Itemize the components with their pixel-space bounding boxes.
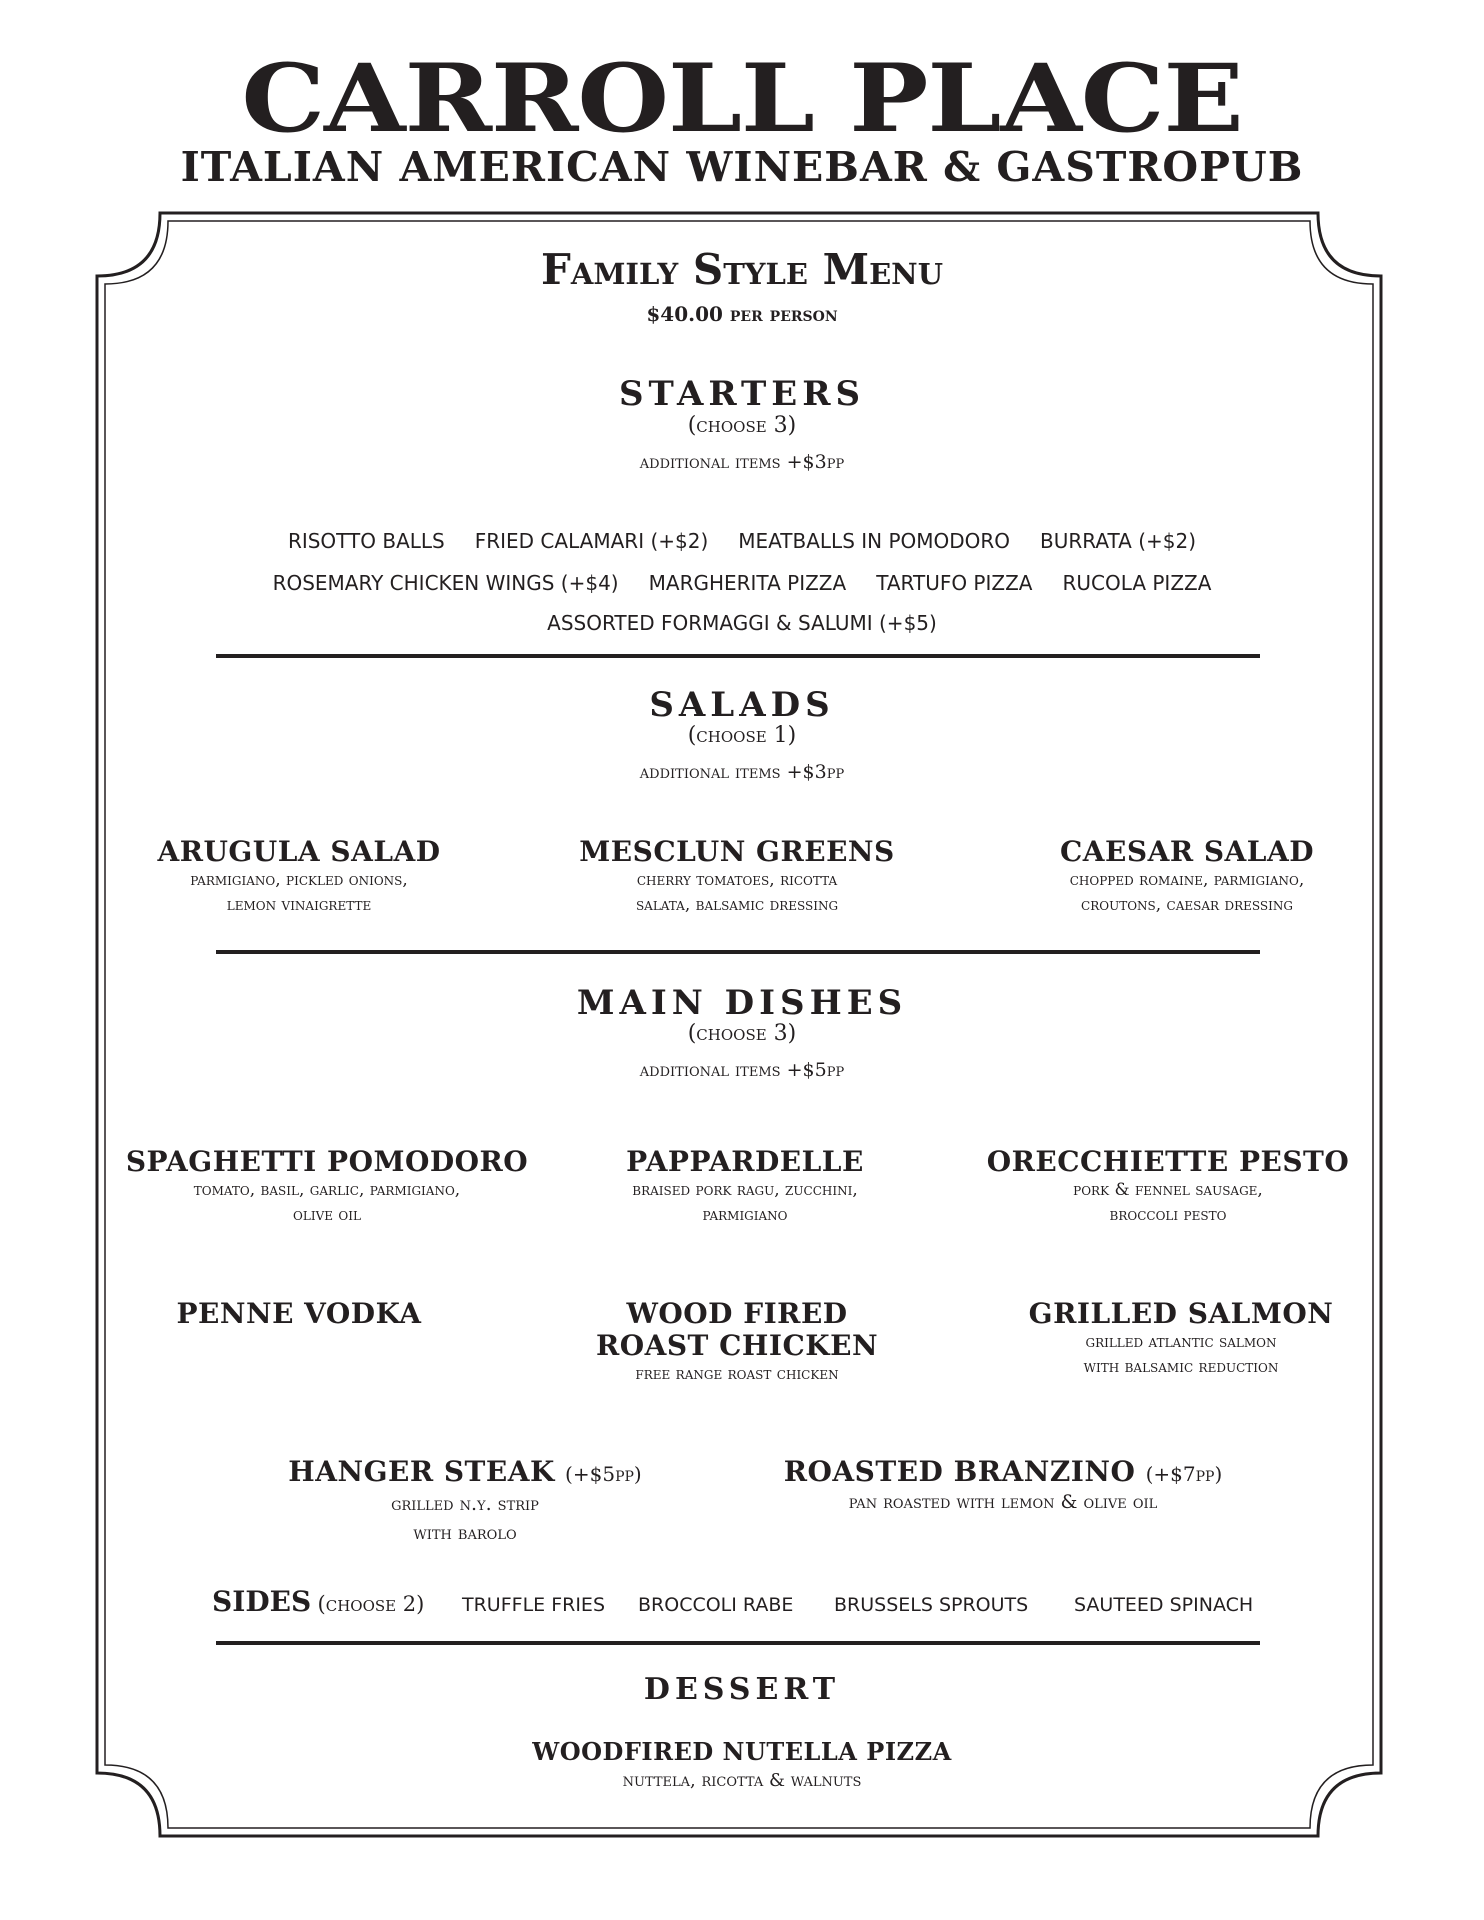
starters-row-2	[0, 573, 1484, 593]
starter-item: BURRATA (+$2)	[1040, 529, 1197, 553]
starter-item: FRIED CALAMARI (+$2)	[474, 529, 709, 553]
starters-choose: (choose 3)	[687, 413, 797, 438]
dish-name: ARUGULA SALAD	[157, 835, 441, 868]
restaurant-tagline: ITALIAN AMERICAN WINEBAR & GASTROPUB	[180, 143, 1304, 191]
dessert-description: nuttela, ricotta & walnuts	[622, 1770, 862, 1791]
dish-description: tomato, basil, garlic, parmigiano,	[193, 1180, 461, 1200]
menu-heading: Family Style Menu	[541, 245, 943, 294]
mains-choose: (choose 3)	[687, 1021, 797, 1046]
dish-name: MESCLUN GREENS	[579, 835, 895, 868]
main-dish-item	[126, 1146, 528, 1228]
starter-item: MEATBALLS IN POMODORO	[738, 529, 1011, 553]
dish-surcharge: (+$5pp)	[565, 1462, 642, 1486]
dish-description: pork & fennel sausage,	[1073, 1180, 1263, 1200]
dish-name: HANGER STEAK	[288, 1455, 555, 1488]
dish-name: GRILLED SALMON	[1028, 1297, 1334, 1330]
dish-description: braised pork ragu, zucchini,	[632, 1180, 858, 1200]
dish-description: with barolo	[413, 1522, 517, 1544]
mains-additional: additional items +$5pp	[639, 1059, 845, 1081]
dish-description: croutons, caesar dressing	[1081, 895, 1293, 915]
section-divider	[216, 654, 1260, 658]
dish-description: parmigiano, pickled onions,	[190, 870, 408, 890]
dish-name: WOOD FIRED	[626, 1297, 848, 1330]
menu-price: $40.00 per person	[646, 302, 838, 326]
side-item: BROCCOLI RABE	[638, 1594, 794, 1616]
main-dish-item	[987, 1146, 1350, 1228]
dish-name: SPAGHETTI POMODORO	[125, 1145, 529, 1178]
main-dish-item	[626, 1146, 864, 1228]
dish-description: grilled n.y. strip	[391, 1493, 539, 1515]
main-dish-item	[784, 1456, 1223, 1515]
dish-name: PAPPARDELLE	[626, 1145, 864, 1178]
sides-heading	[212, 1585, 425, 1618]
dish-description: broccoli pesto	[1109, 1205, 1227, 1225]
dessert-name: WOODFIRED NUTELLA PIZZA	[532, 1737, 952, 1766]
salads-title: SALADS	[649, 685, 835, 725]
side-item: BRUSSELS SPROUTS	[834, 1594, 1029, 1616]
starter-item: RISOTTO BALLS	[287, 529, 445, 553]
salad-item	[157, 836, 440, 918]
dish-description: chopped romaine, parmigiano,	[1069, 870, 1305, 890]
starters-title: STARTERS	[618, 374, 866, 414]
salads-choose: (choose 1)	[687, 723, 797, 748]
starter-item: ASSORTED FORMAGGI & SALUMI (+$5)	[547, 611, 937, 635]
dish-name: PENNE VODKA	[176, 1297, 422, 1330]
main-dish-item	[1029, 1298, 1334, 1380]
starters-row-3	[0, 613, 1484, 633]
dish-description: grilled atlantic salmon	[1085, 1332, 1277, 1352]
salad-item	[1060, 836, 1314, 918]
restaurant-name: CARROLL PLACE	[241, 44, 1243, 154]
starter-item: TARTUFO PIZZA	[876, 571, 1033, 595]
starters-additional: additional items +$3pp	[639, 451, 845, 473]
dish-description: cherry tomatoes, ricotta	[636, 870, 838, 890]
section-divider	[216, 950, 1260, 954]
dish-description: parmigiano	[702, 1205, 788, 1225]
dish-name: ROAST CHICKEN	[595, 1329, 879, 1362]
starter-item: MARGHERITA PIZZA	[648, 571, 847, 595]
side-item: TRUFFLE FRIES	[462, 1594, 606, 1616]
dish-description: with balsamic reduction	[1083, 1357, 1279, 1377]
dish-description: free range roast chicken	[635, 1364, 839, 1384]
side-item: SAUTEED SPINACH	[1074, 1594, 1254, 1616]
salad-item	[579, 836, 894, 918]
main-dish-item	[176, 1298, 421, 1330]
dessert-title: DESSERT	[643, 1672, 841, 1707]
main-dish-item	[288, 1456, 641, 1548]
dish-description: lemon vinaigrette	[226, 895, 372, 915]
dish-description: pan roasted with lemon & olive oil	[848, 1491, 1158, 1513]
sides-choose: (choose 2)	[317, 1592, 425, 1616]
section-divider	[216, 1641, 1260, 1645]
dish-description: olive oil	[293, 1205, 361, 1225]
dish-description: salata, balsamic dressing	[635, 895, 839, 915]
sides-label: SIDES	[212, 1585, 312, 1618]
mains-title: MAIN DISHES	[576, 983, 908, 1023]
dish-name: ROASTED BRANZINO	[783, 1455, 1136, 1488]
starter-item: ROSEMARY CHICKEN WINGS (+$4)	[272, 571, 619, 595]
starters-row-1	[0, 531, 1484, 551]
main-dish-item	[596, 1298, 878, 1387]
dish-surcharge: (+$7pp)	[1145, 1462, 1223, 1486]
starter-item: RUCOLA PIZZA	[1062, 571, 1212, 595]
salads-additional: additional items +$3pp	[639, 761, 845, 783]
dish-name: ORECCHIETTE PESTO	[986, 1145, 1350, 1178]
dish-name: CAESAR SALAD	[1060, 835, 1314, 868]
